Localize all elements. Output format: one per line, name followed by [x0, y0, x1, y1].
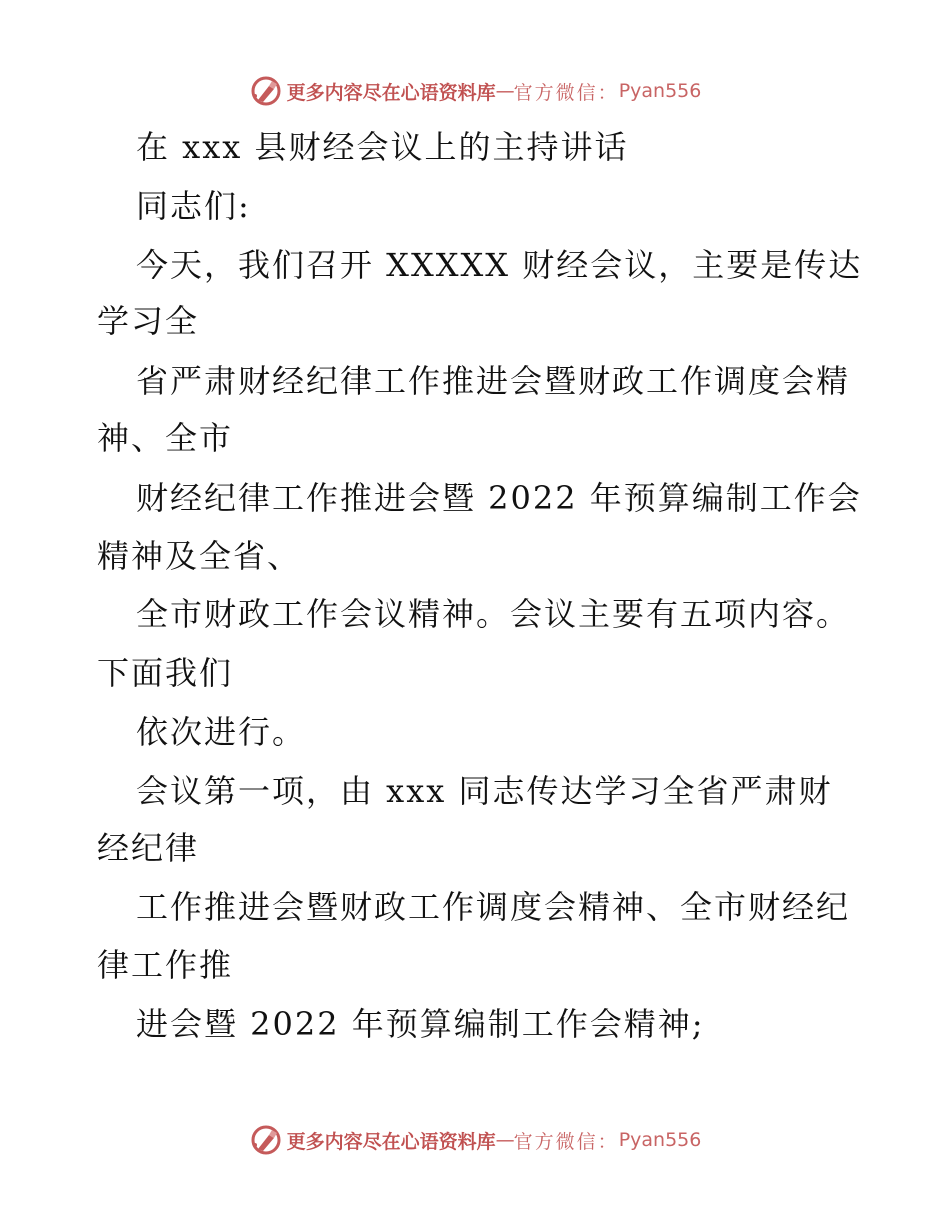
paragraph-line: 学习全: [97, 302, 200, 340]
paragraph-line: 律工作推: [97, 946, 234, 984]
pen-nib-circle-icon: [249, 74, 283, 108]
watermark-dash: —: [495, 80, 514, 102]
document-title: 在 xxx 县财经会议上的主持讲话: [136, 128, 629, 166]
header-watermark: [0, 71, 950, 111]
watermark-main-text: 更多内容尽在心语资料库: [286, 81, 496, 104]
paragraph-line: 财经纪律工作推进会暨 2022 年预算编制工作会: [136, 479, 862, 517]
watermark-main-text: 更多内容尽在心语资料库: [286, 1130, 496, 1153]
paragraph-line: 工作推进会暨财政工作调度会精神、全市财经纪: [136, 888, 851, 926]
paragraph-line: 会议第一项，由 xxx 同志传达学习全省严肃财: [136, 772, 833, 810]
pen-nib-circle-icon: [249, 1123, 283, 1157]
watermark-dash: —: [495, 1129, 514, 1151]
watermark-wechat-label: 官方微信：: [513, 81, 619, 104]
watermark-wechat-id: Pyan556: [618, 1129, 702, 1151]
watermark-wechat-id: Pyan556: [618, 80, 702, 102]
paragraph-line: 下面我们: [97, 654, 234, 692]
salutation: 同志们:: [136, 187, 251, 225]
paragraph-line: 今天，我们召开 XXXXX 财经会议，主要是传达: [136, 246, 863, 284]
paragraph-line: 进会暨 2022 年预算编制工作会精神;: [136, 1005, 705, 1043]
paragraph-line: 省严肃财经纪律工作推进会暨财政工作调度会精: [136, 362, 851, 400]
paragraph-line: 神、全市: [97, 419, 234, 457]
footer-watermark: [0, 1120, 950, 1160]
paragraph-line: 全市财政工作会议精神。会议主要有五项内容。: [136, 595, 851, 633]
paragraph-line: 精神及全省、: [97, 537, 302, 575]
watermark-wechat-label: 官方微信：: [513, 1130, 619, 1153]
paragraph-line: 依次进行。: [136, 713, 307, 751]
paragraph-line: 经纪律: [97, 829, 200, 867]
